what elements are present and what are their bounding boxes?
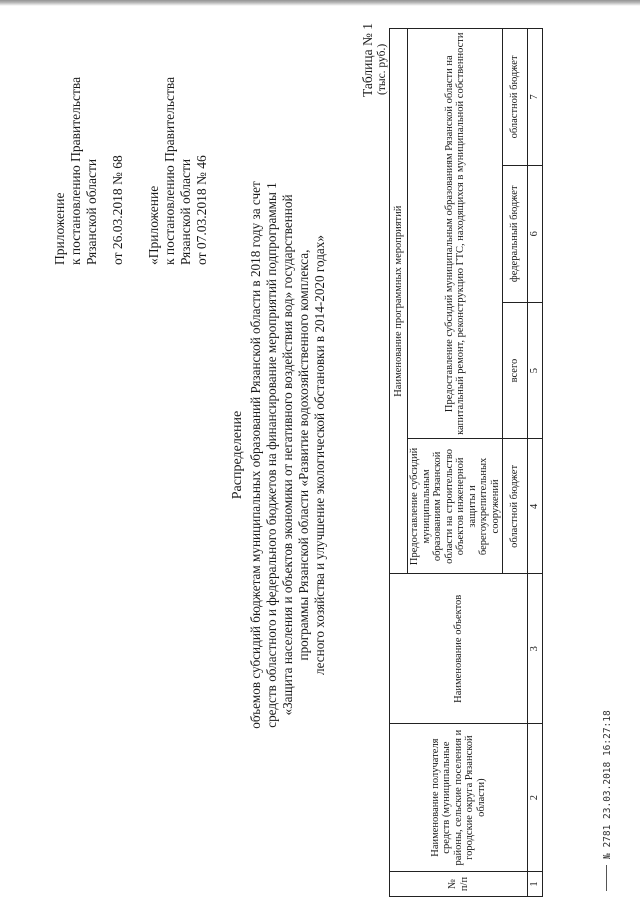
approval-line: Рязанской области xyxy=(178,158,193,265)
subtitle-line: средств областного и федерального бюджетов на финансирование мероприятий подпрограммы 1 xyxy=(264,182,279,728)
header-total: всего xyxy=(503,302,528,439)
subtitle-line: «Защита населения и объектов экономики от негативного воздействия вод» государственной xyxy=(280,194,295,716)
approval-date: от 26.03.2018 № 68 xyxy=(110,155,125,265)
approval-block-current xyxy=(52,77,126,265)
approval-line: Приложение xyxy=(52,192,67,265)
header-measure-construction: Предоставление субсидий муниципальным образованиям Рязанской области на строительство объектов инженерной защиты и берегоукрепительных сооружений xyxy=(408,439,503,574)
title-word: Распределение xyxy=(230,410,245,500)
column-number: 4 xyxy=(528,439,543,574)
approval-line: Рязанской области xyxy=(84,158,99,265)
approval-line: к постановлению Правительства xyxy=(68,76,83,265)
header-measure-repair: Предоставление субсидий муниципальным образованиям Рязанской области на капитальный ремонт, реконструкцию ГТС, находящихся в муниципальной собственности xyxy=(408,29,503,439)
table-units: (тыс. руб.) xyxy=(376,43,388,95)
distribution-table xyxy=(389,28,543,897)
column-number-row xyxy=(528,29,543,897)
registration-emblem xyxy=(590,865,607,891)
column-number: 6 xyxy=(528,165,543,302)
approval-line: «Приложение xyxy=(146,185,161,265)
header-regional-budget: областной бюджет xyxy=(503,439,528,574)
header-measures-group: Наименование программных мероприятий xyxy=(390,29,408,574)
header-objects: Наименование объектов xyxy=(390,574,528,724)
header-regional-budget-2: областной бюджет xyxy=(503,29,528,166)
header-recipient: Наименование получателя средств (муниципальные районы, сельские поселения и городские округа Рязанской области) xyxy=(390,724,528,872)
column-number: 2 xyxy=(528,724,543,872)
column-number: 7 xyxy=(528,29,543,166)
subtitle-line: объемов субсидий бюджетам муниципальных образований Рязанской области в 2018 году за счет xyxy=(248,181,263,729)
document-title xyxy=(230,105,246,805)
table-header-row xyxy=(390,29,408,897)
subtitle-line: лесного хозяйства и улучшение экологической обстановки в 2014-2020 годах» xyxy=(312,235,327,675)
subtitle-line: программы Рязанской области «Развитие водохозяйственного комплекса, xyxy=(296,249,311,661)
table-label: Таблица № 1 xyxy=(360,23,375,97)
registration-stamp: № 2781 23.03.2018 16:27:18 xyxy=(602,710,613,859)
header-number: № п/п xyxy=(390,872,528,897)
approval-date: от 07.03.2018 № 46 xyxy=(194,155,209,265)
column-number: 1 xyxy=(528,872,543,897)
header-federal-budget: федеральный бюджет xyxy=(503,165,528,302)
approval-line: к постановлению Правительства xyxy=(162,76,177,265)
approval-block-previous xyxy=(146,77,210,265)
column-number: 3 xyxy=(528,574,543,724)
document-subtitle xyxy=(248,45,328,865)
column-number: 5 xyxy=(528,302,543,439)
